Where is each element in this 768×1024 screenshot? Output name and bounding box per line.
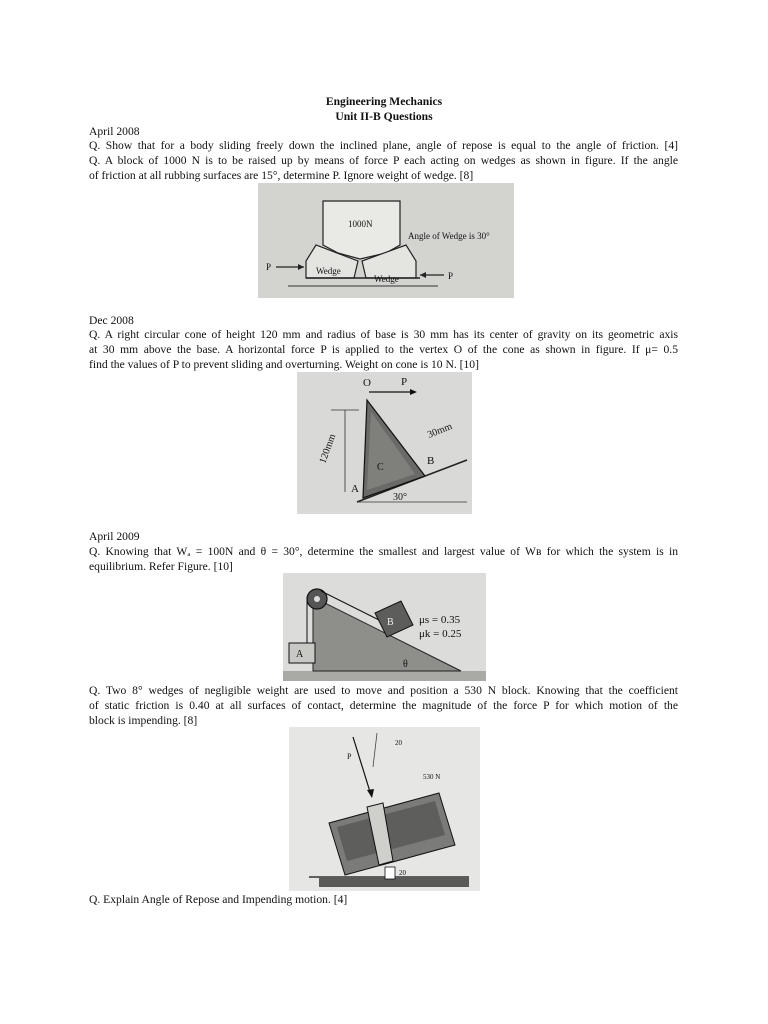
theta-label: θ <box>403 659 408 670</box>
question-wedge-line-2: of friction at all rubbing surfaces are 15°, determine P. Ignore weight of wedge. [8] <box>89 169 474 182</box>
block-b-label: B <box>387 617 394 628</box>
wedge-figure <box>258 183 514 298</box>
incline-angle-label: 30° <box>393 492 407 503</box>
question-cone-line-2: at 30 mm above the base. A horizontal force P is applied to the vertex O of the cone as shown in figure. If μ= 0.5 <box>89 343 678 356</box>
question-cone-line-1: Q. A right circular cone of height 120 mm and radius of base is 30 mm has its center of gravity on its geometric axis <box>89 328 678 341</box>
section-heading-april-2008: April 2008 <box>89 125 140 138</box>
wedge-left-label: Wedge <box>316 266 341 276</box>
load-label: 530 N <box>423 773 441 781</box>
wedge-force-label: P <box>347 752 352 761</box>
question-wedges-line-1: Q. Two 8° wedges of negligible weight are used to move and position a 530 N block. Knowing that the coefficient <box>89 684 678 697</box>
mu-s-label: μs = 0.35 <box>419 614 461 626</box>
cone-force-label: P <box>401 376 408 388</box>
question-cone-line-3: find the values of P to prevent sliding and overturning. Weight on cone is 10 N. [10] <box>89 358 479 371</box>
height-label: 120mm <box>317 432 339 466</box>
point-a-label: A <box>351 483 359 495</box>
top-angle-label: 20 <box>395 739 402 747</box>
block-label: 1000N <box>348 219 373 229</box>
vertex-label: O <box>363 377 371 389</box>
force-right-label: P <box>448 271 454 281</box>
question-wedges-line-3: block is impending. [8] <box>89 714 198 727</box>
page-title: Engineering Mechanics <box>325 95 443 108</box>
block-a-label: A <box>296 649 304 660</box>
question-wedges-line-2: of static friction is 0.40 at all surfaces of contact, determine the magnitude of the force P for which motion of the <box>89 699 678 712</box>
wedge-right-label: Wedge <box>374 274 399 284</box>
section-heading-dec-2008: Dec 2008 <box>89 314 134 327</box>
bottom-angle-label: 20 <box>399 869 406 877</box>
mu-k-label: μk = 0.25 <box>419 628 462 640</box>
point-c-label: C <box>377 462 384 473</box>
question-pulley-line-1: Q. Knowing that Wₐ = 100N and θ = 30°, determine the smallest and largest value of Wʙ for which the system is in <box>89 545 678 558</box>
cone-figure <box>297 372 472 514</box>
question-angle-of-repose: Q. Show that for a body sliding freely down the inclined plane, angle of repose is equal to the angle of friction. [4] <box>89 139 678 152</box>
question-pulley-line-2: equilibrium. Refer Figure. [10] <box>89 560 233 573</box>
question-explain-repose: Q. Explain Angle of Repose and Impending motion. [4] <box>89 893 348 906</box>
radius-label: 30mm <box>426 421 454 441</box>
point-b-label: B <box>427 455 435 467</box>
force-left-label: P <box>266 262 272 272</box>
page-subtitle: Unit II-B Questions <box>335 110 433 123</box>
wedge-angle-note: Angle of Wedge is 30° <box>408 231 490 241</box>
section-heading-april-2009: April 2009 <box>89 530 140 543</box>
question-wedge-line-1: Q. A block of 1000 N is to be raised up by means of force P each acting on wedges as shown in figure. If the angle <box>89 154 678 167</box>
two-wedges-figure <box>289 727 480 891</box>
pulley-figure <box>283 573 486 681</box>
